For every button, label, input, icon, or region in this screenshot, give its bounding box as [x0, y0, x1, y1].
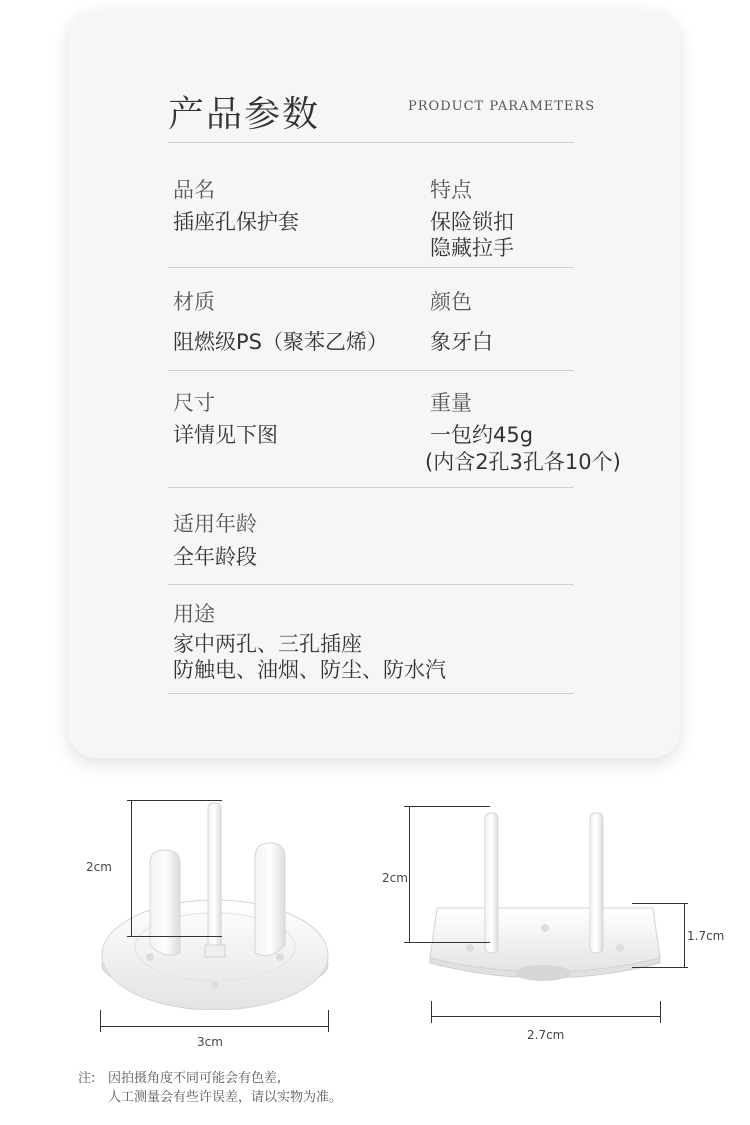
divider	[168, 267, 574, 268]
dimension-line	[409, 806, 410, 943]
param-value-size: 详情见下图	[173, 423, 278, 447]
dimension-line	[404, 942, 490, 943]
param-label-name: 品名	[173, 178, 215, 202]
dimension-label-base-height: 1.7cm	[687, 929, 725, 943]
divider	[168, 584, 574, 585]
param-value-features-2: 隐藏拉手	[430, 236, 514, 260]
param-value-age: 全年龄段	[173, 545, 257, 569]
page-title: 产品参数	[168, 94, 321, 135]
param-value-weight-1: 一包约45g	[430, 423, 534, 447]
dimension-line	[632, 903, 688, 904]
param-label-size: 尺寸	[173, 391, 215, 415]
note-line-1: 因拍摄角度不同可能会有色差,	[108, 1071, 282, 1086]
dimension-line	[632, 967, 688, 968]
param-label-features: 特点	[430, 178, 472, 202]
page-subtitle: PRODUCT PARAMETERS	[408, 99, 596, 114]
param-value-usage-2: 防触电、油烟、防尘、防水汽	[173, 658, 446, 682]
param-value-name: 插座孔保护套	[173, 210, 299, 234]
param-label-weight: 重量	[430, 391, 472, 415]
note-label: 注:	[78, 1071, 96, 1086]
dimension-line	[431, 1016, 661, 1017]
param-label-material: 材质	[173, 290, 215, 314]
dimension-line	[404, 806, 490, 807]
dimension-line	[431, 1001, 432, 1023]
dimension-line	[100, 1026, 329, 1027]
divider	[168, 693, 574, 694]
parameters-card	[68, 10, 680, 758]
dimension-label-height: 2cm	[86, 860, 112, 874]
divider	[168, 142, 574, 143]
param-label-color: 颜色	[430, 290, 472, 314]
dimension-line	[660, 1001, 661, 1023]
dimension-line	[127, 936, 222, 937]
disclaimer-note	[78, 1069, 342, 1107]
dimension-label-side-width: 2.7cm	[527, 1028, 565, 1042]
param-value-features-1: 保险锁扣	[430, 210, 514, 234]
param-label-age: 适用年龄	[173, 512, 257, 536]
divider	[168, 370, 574, 371]
note-line-2: 人工测量会有些许误差，请以实物为准。	[108, 1090, 343, 1105]
param-value-usage-1: 家中两孔、三孔插座	[173, 632, 362, 656]
divider	[168, 487, 574, 488]
dimension-line	[127, 800, 222, 801]
dimension-line	[684, 903, 685, 968]
param-label-usage: 用途	[173, 602, 215, 626]
dimension-line	[131, 800, 132, 937]
param-value-material: 阻燃级PS（聚苯乙烯）	[173, 330, 388, 354]
dimension-label-side-height: 2cm	[382, 871, 408, 885]
dimension-label-width: 3cm	[197, 1035, 223, 1049]
param-value-color: 象牙白	[430, 330, 493, 354]
param-value-weight-2: (内含2孔3孔各10个)	[425, 450, 621, 474]
dimension-line	[328, 1010, 329, 1032]
dimension-line	[100, 1010, 101, 1032]
socket-cover-side-illustration	[425, 808, 665, 998]
